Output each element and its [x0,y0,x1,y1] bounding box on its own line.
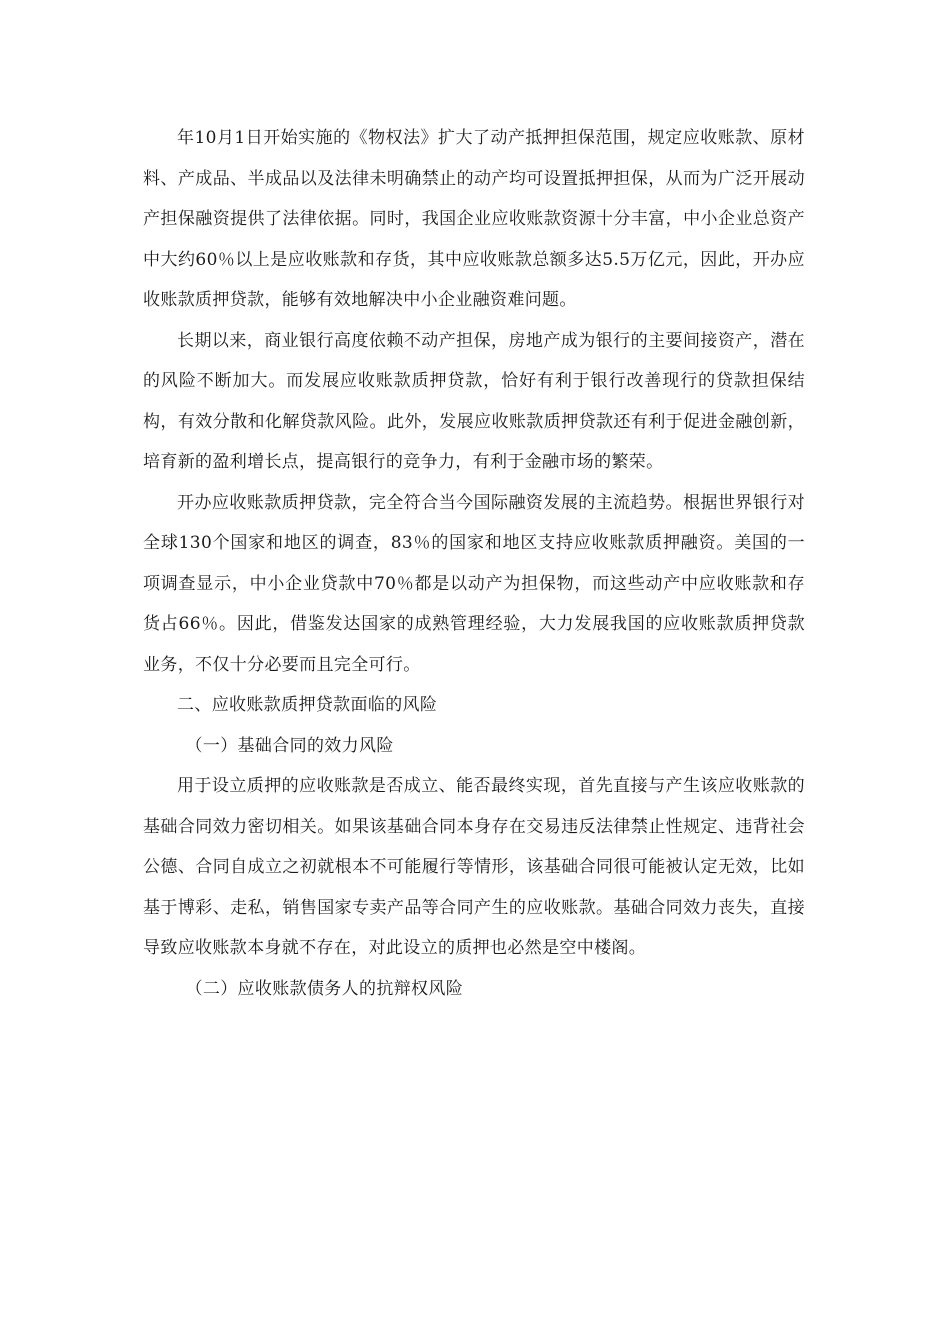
paragraph-international-trend: 开办应收账款质押贷款，完全符合当今国际融资发展的主流趋势。根据世界银行对全球130个国家和地区的调查，83％的国家和地区支持应收账款质押融资。美国的一项调查显示，中小企业贷款中70％都是以动产为担保物，而这些动产中应收账款和存货占66％。因此，借鉴发达国家的成熟管理经验，大力发展我国的应收账款质押贷款业务，不仅十分必要而且完全可行。 [143,492,805,675]
section-heading-risks: 二、应收账款质押贷款面临的风险 [177,695,438,715]
subheading-debtor-defense: （二）应收账款债务人的抗辩权风险 [185,978,464,999]
paragraph-bank-guarantee: 长期以来，商业银行高度依赖不动产担保，房地产成为银行的主要间接资产，潜在的风险不断加大。而发展应收账款质押贷款，恰好有利于银行改善现行的贷款担保结构，有效分散和化解贷款风险。此外，发展应收账款质押贷款还有利于促进金融创新，培育新的盈利增长点，提高银行的竞争力，有利于金融市场的繁荣。 [143,330,805,472]
subheading-contract-validity: （一）基础合同的效力风险 [185,735,394,756]
document-page [143,118,805,1009]
paragraph-contract-validity: 用于设立质押的应收账款是否成立、能否最终实现，首先直接与产生该应收账款的基础合同效力密切相关。如果该基础合同本身存在交易违反法律禁止性规定、违背社会公德、合同自成立之初就根本不可能履行等情形，该基础合同很可能被认定无效，比如基于博彩、走私，销售国家专卖产品等合同产生的应收账款。基础合同效力丧失，直接导致应收账款本身就不存在，对此设立的质押也必然是空中楼阁。 [143,776,805,958]
paragraph-property-law: 年10月1日开始实施的《物权法》扩大了动产抵押担保范围，规定应收账款、原材料、产成品、半成品以及法律未明确禁止的动产均可设置抵押担保，从而为广泛开展动产担保融资提供了法律依据。同时，我国企业应收账款资源十分丰富，中小企业总资产中大约60％以上是应收账款和存货，其中应收账款总额多达5.5万亿元，因此，开办应收账款质押贷款，能够有效地解决中小企业融资难问题。 [143,128,805,310]
